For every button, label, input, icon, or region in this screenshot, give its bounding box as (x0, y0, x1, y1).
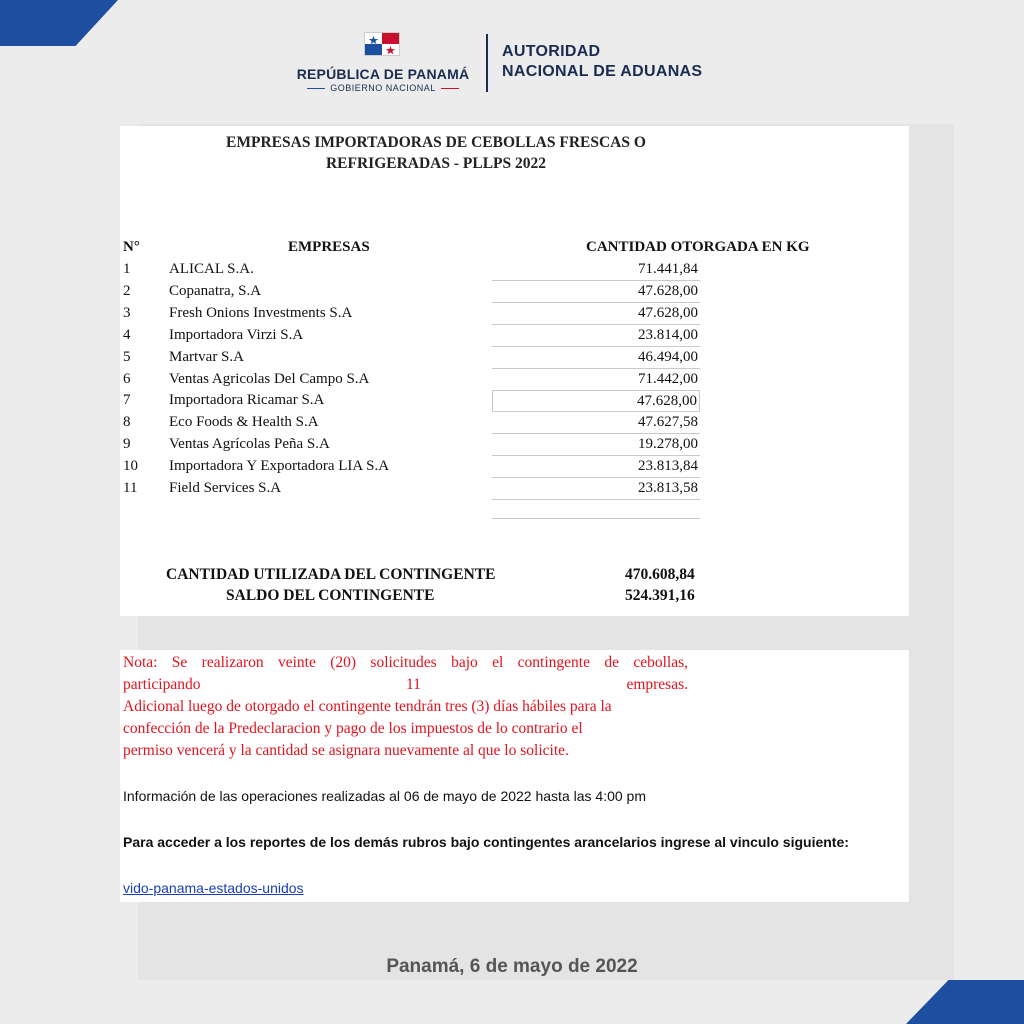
government-tagline (296, 83, 470, 93)
footer-date: Panamá, 6 de mayo de 2022 (386, 956, 638, 977)
table-row (120, 456, 909, 478)
row-number: 11 (123, 480, 138, 496)
row-company: Ventas Agricolas Del Campo S.A (169, 371, 370, 387)
operations-info: Información de las operaciones realizadas al 06 de mayo de 2022 hasta las 4:00 pm (123, 788, 646, 804)
panama-flag-icon (364, 32, 400, 56)
note-line: Nota: Se realizaron veinte (20) solicitudes bajo el contingente de cebollas, (123, 654, 688, 671)
balance-label: SALDO DEL CONTINGENTE (226, 587, 435, 604)
corner-decoration-top-left (0, 0, 118, 46)
note-empresas: empresas. (626, 676, 688, 693)
table-row (120, 478, 909, 500)
header-divider (486, 34, 488, 92)
government-label: GOBIERNO NACIONAL (330, 83, 436, 93)
note-text (123, 652, 688, 762)
importers-table-card (120, 126, 909, 616)
document-title-line2: REFRIGERADAS - PLLPS 2022 (325, 155, 547, 172)
note-line: Adicional luego de otorgado el contingente tendrán tres (3) días hábiles para la (123, 698, 612, 715)
reports-link[interactable]: vido-panama-estados-unidos (123, 880, 304, 896)
row-company: Importadora Ricamar S.A (169, 392, 325, 408)
row-quantity: 23.813,84 (492, 456, 700, 478)
row-company: ALICAL S.A. (169, 261, 254, 277)
row-number: 7 (123, 392, 131, 408)
row-quantity: 23.813,58 (492, 478, 700, 500)
row-number: 5 (123, 349, 131, 365)
used-quota-label: CANTIDAD UTILIZADA DEL CONTINGENTE (166, 566, 496, 583)
row-company: Fresh Onions Investments S.A (169, 305, 353, 321)
column-header-quantity: CANTIDAD OTORGADA EN KG (586, 239, 810, 255)
row-quantity: 46.494,00 (492, 347, 700, 369)
row-number: 9 (123, 436, 131, 452)
agency-name (502, 42, 702, 82)
row-quantity: 47.627,58 (492, 412, 700, 434)
row-company: Ventas Agrícolas Peña S.A (169, 436, 330, 452)
note-participando: participando (123, 676, 201, 693)
table-empty-row-line (492, 518, 700, 519)
access-instructions: Para acceder a los reportes de los demás rubros bajo contingentes arancelarios ingrese al vinculo siguiente: (123, 834, 849, 850)
row-company: Martvar S.A (169, 349, 244, 365)
table-row (120, 347, 909, 369)
row-quantity: 71.441,84 (492, 259, 700, 281)
row-company: Field Services S.A (169, 480, 282, 496)
table-row (120, 434, 909, 456)
row-company: Eco Foods & Health S.A (169, 414, 319, 430)
corner-decoration-bottom-right (906, 980, 1024, 1024)
table-row (120, 369, 909, 391)
note-line-participation (123, 674, 688, 696)
row-number: 2 (123, 283, 131, 299)
row-number: 3 (123, 305, 131, 321)
row-company: Importadora Y Exportadora LIA S.A (169, 458, 390, 474)
row-number: 6 (123, 371, 131, 387)
row-quantity: 47.628,00 (492, 281, 700, 303)
row-quantity: 47.628,00 (492, 303, 700, 325)
balance-value: 524.391,16 (625, 587, 695, 604)
row-company: Copanatra, S.A (169, 283, 262, 299)
column-header-number: N° (123, 239, 140, 255)
note-card (120, 650, 909, 902)
header-logo (296, 30, 736, 94)
row-number: 8 (123, 414, 131, 430)
table-row (120, 303, 909, 325)
note-line: permiso vencerá y la cantidad se asignara nuevamente al que lo solicite. (123, 742, 569, 759)
row-number: 10 (123, 458, 138, 474)
row-quantity: 47.628,00 (492, 390, 700, 412)
table-row (120, 412, 909, 434)
column-header-company: EMPRESAS (288, 239, 370, 255)
row-number: 4 (123, 327, 131, 343)
note-company-count: 11 (406, 676, 421, 693)
agency-name-line2: NACIONAL DE ADUANAS (502, 63, 703, 80)
row-company: Importadora Virzi S.A (169, 327, 304, 343)
agency-name-line1: AUTORIDAD (502, 43, 601, 60)
note-line: confección de la Predeclaracion y pago de los impuestos de lo contrario el (123, 720, 583, 737)
table-row (120, 390, 909, 412)
document-title (216, 132, 656, 174)
document-title-line1: EMPRESAS IMPORTADORAS DE CEBOLLAS FRESCAS O (226, 134, 646, 151)
row-quantity: 71.442,00 (492, 369, 700, 391)
row-quantity: 19.278,00 (492, 434, 700, 456)
used-quota-value: 470.608,84 (625, 566, 695, 583)
country-name: REPÚBLICA DE PANAMÁ (296, 66, 470, 82)
table-row (120, 259, 909, 281)
table-row (120, 325, 909, 347)
row-number: 1 (123, 261, 131, 277)
row-quantity: 23.814,00 (492, 325, 700, 347)
table-row (120, 281, 909, 303)
